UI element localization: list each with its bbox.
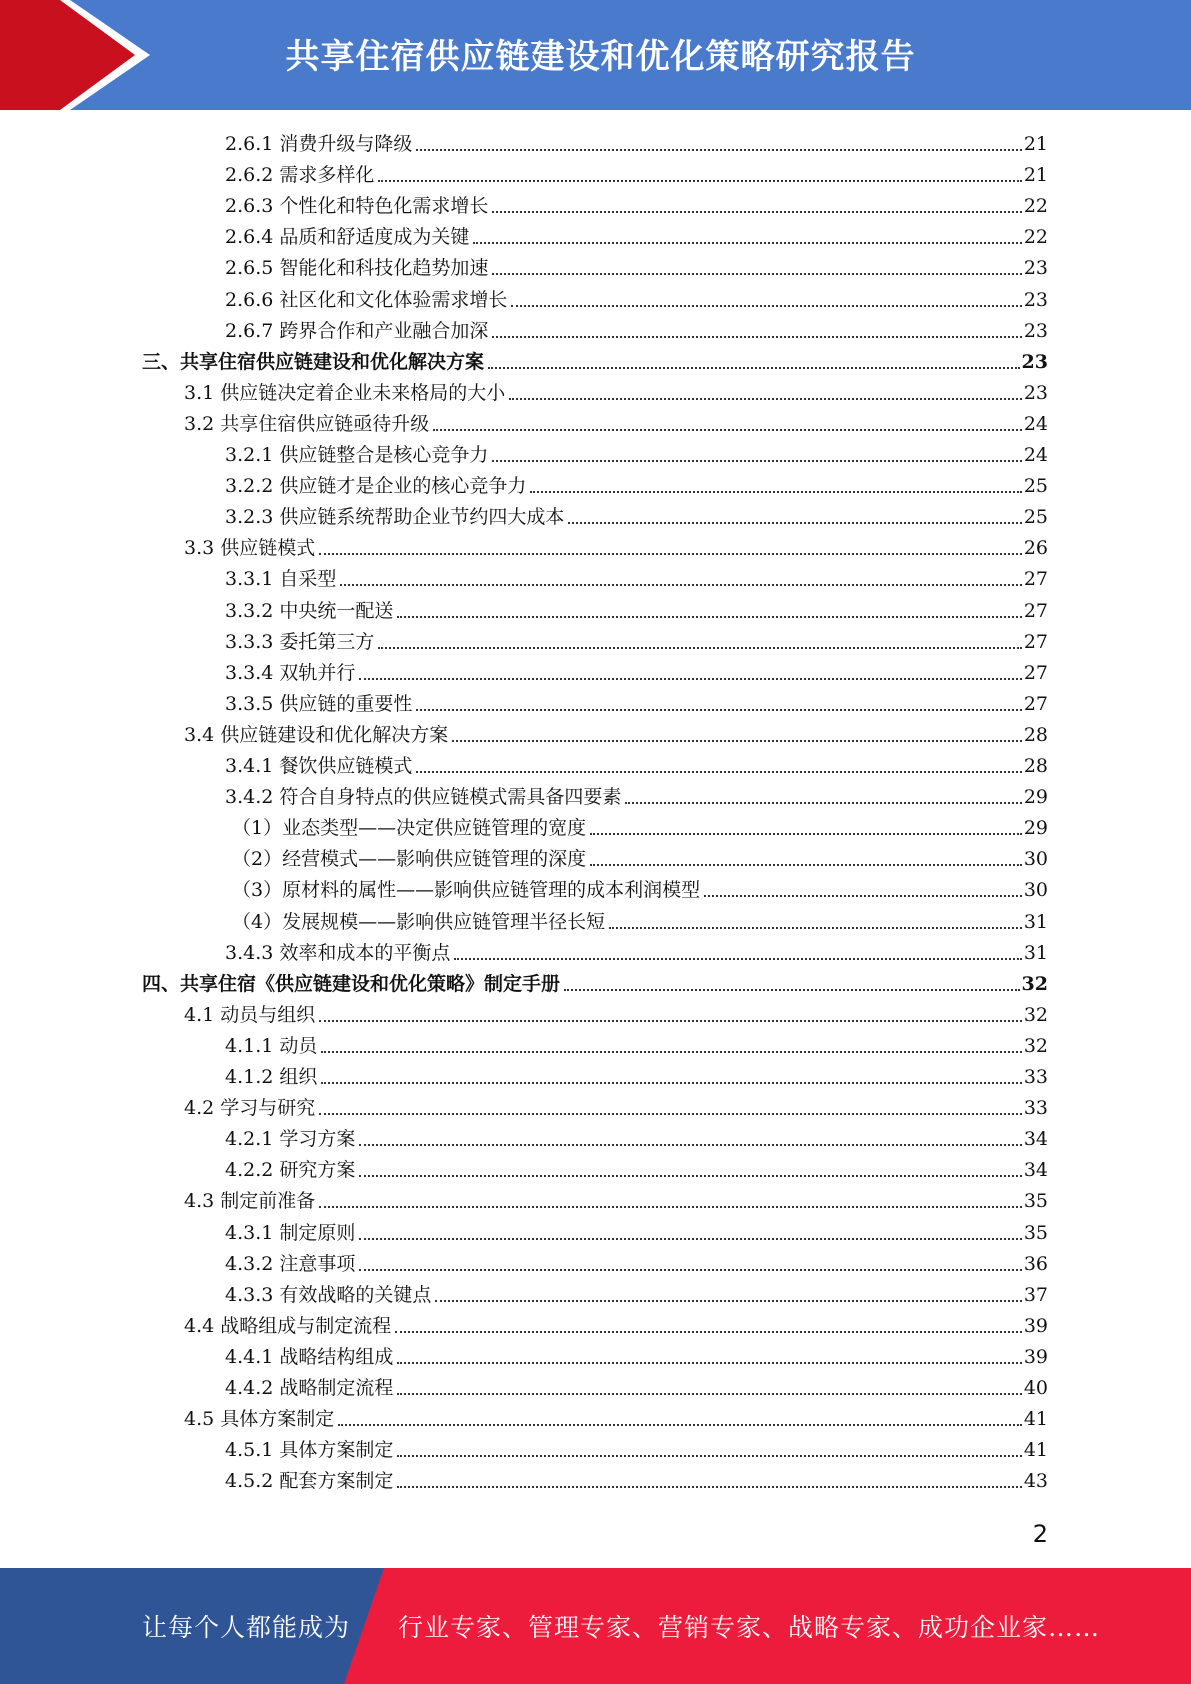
toc-entry-label: 4.2.1 学习方案 bbox=[225, 1128, 356, 1151]
toc-dot-leader bbox=[319, 1019, 1022, 1022]
toc-entry-label: 2.6.1 消费升级与降级 bbox=[225, 133, 413, 155]
toc-entry-label: 2.6.5 智能化和科技化趋势加速 bbox=[225, 257, 489, 280]
toc-entry[interactable] bbox=[225, 626, 1048, 654]
toc-entry[interactable] bbox=[225, 937, 1048, 965]
toc-entry[interactable] bbox=[232, 906, 1048, 934]
toc-entry[interactable] bbox=[225, 221, 1048, 249]
toc-entry-label: 2.6.6 社区化和文化体验需求增长 bbox=[225, 288, 508, 311]
toc-entry-page: 37 bbox=[1023, 1283, 1048, 1306]
toc-entry[interactable] bbox=[225, 1154, 1048, 1182]
toc-entry-label: 4.3.2 注意事项 bbox=[225, 1252, 356, 1275]
toc-entry[interactable] bbox=[225, 1061, 1048, 1089]
toc-entry-page: 27 bbox=[1023, 630, 1048, 653]
toc-dot-leader bbox=[488, 366, 1020, 369]
toc-entry-label: 3.3.3 委托第三方 bbox=[225, 630, 375, 653]
toc-entry[interactable] bbox=[225, 190, 1048, 218]
toc-entry[interactable] bbox=[225, 781, 1048, 809]
toc-entry-label: 3.3 供应链模式 bbox=[184, 537, 316, 560]
toc-entry[interactable] bbox=[184, 1403, 1048, 1431]
report-title: 共享住宿供应链建设和优化策略研究报告 bbox=[285, 36, 916, 77]
toc-dot-leader bbox=[473, 241, 1021, 244]
toc-entry-page: 27 bbox=[1023, 599, 1048, 622]
toc-entry-label: 4.4 战略组成与制定流程 bbox=[184, 1314, 392, 1337]
toc-dot-leader bbox=[378, 646, 1021, 649]
toc-dot-leader bbox=[397, 1392, 1021, 1395]
toc-entry[interactable] bbox=[142, 968, 1048, 996]
toc-entry[interactable] bbox=[184, 377, 1048, 405]
toc-entry-label: 4.3 制定前准备 bbox=[184, 1190, 316, 1213]
toc-entry-label: 4.1.2 组织 bbox=[225, 1066, 318, 1088]
toc-entry-label: 3.4.3 效率和成本的平衡点 bbox=[225, 941, 451, 964]
toc-entry[interactable] bbox=[225, 1372, 1048, 1400]
toc-entry-label: 4.4.1 战略结构组成 bbox=[225, 1345, 394, 1368]
toc-dot-leader bbox=[433, 428, 1022, 431]
toc-dot-leader bbox=[359, 1237, 1021, 1240]
toc-entry-label: 3.3.1 自采型 bbox=[225, 568, 337, 591]
toc-entry-page: 22 bbox=[1023, 195, 1048, 218]
toc-entry[interactable] bbox=[225, 750, 1048, 778]
toc-dot-leader bbox=[416, 148, 1021, 151]
toc-entry[interactable] bbox=[225, 595, 1048, 623]
toc-entry-page: 27 bbox=[1023, 661, 1048, 684]
toc-entry-label: 四、共享住宿《供应链建设和优化策略》制定手册 bbox=[142, 972, 561, 995]
toc-entry[interactable] bbox=[184, 1092, 1048, 1120]
page-number: 2 bbox=[1032, 1520, 1048, 1548]
toc-entry[interactable] bbox=[225, 315, 1048, 343]
toc-dot-leader bbox=[397, 1454, 1021, 1457]
toc-entry-page: 32 bbox=[1021, 972, 1048, 995]
toc-entry-label: 三、共享住宿供应链建设和优化解决方案 bbox=[142, 350, 485, 373]
toc-entry-page: 23 bbox=[1023, 381, 1048, 404]
toc-dot-leader bbox=[395, 1330, 1022, 1333]
toc-entry-page: 39 bbox=[1023, 1345, 1048, 1368]
toc-entry-label: 4.1 动员与组织 bbox=[184, 1003, 316, 1026]
toc-dot-leader bbox=[435, 1299, 1021, 1302]
toc-dot-leader bbox=[319, 552, 1022, 555]
toc-entry[interactable] bbox=[225, 1465, 1048, 1493]
toc-entry-page: 29 bbox=[1023, 786, 1048, 809]
toc-entry-label: 4.1.1 动员 bbox=[225, 1034, 318, 1057]
toc-dot-leader bbox=[416, 770, 1021, 773]
toc-entry[interactable] bbox=[232, 874, 1048, 902]
toc-entry-label: 3.2 共享住宿供应链亟待升级 bbox=[184, 412, 430, 435]
toc-dot-leader bbox=[416, 708, 1021, 711]
toc-entry-label: 4.3.3 有效战略的关键点 bbox=[225, 1283, 432, 1306]
toc-entry[interactable] bbox=[225, 563, 1048, 591]
toc-entry-label: 3.2.2 供应链才是企业的核心竞争力 bbox=[225, 475, 527, 498]
toc-dot-leader bbox=[452, 739, 1022, 742]
toc-entry-label: 3.3.5 供应链的重要性 bbox=[225, 692, 413, 715]
toc-entry-label: 4.2.2 研究方案 bbox=[225, 1159, 356, 1182]
toc-entry-page: 43 bbox=[1023, 1470, 1048, 1493]
footer-slogan-right: 行业专家、管理专家、营销专家、战略专家、成功企业家…… bbox=[398, 1613, 1101, 1642]
toc-entry-label: 2.6.2 需求多样化 bbox=[225, 164, 375, 187]
toc-entry-page: 25 bbox=[1023, 475, 1048, 498]
toc-entry[interactable] bbox=[225, 159, 1048, 187]
toc-entry-page: 30 bbox=[1023, 879, 1048, 902]
toc-entry-page: 24 bbox=[1023, 412, 1048, 435]
toc-dot-leader bbox=[359, 1268, 1021, 1271]
toc-entry-page: 31 bbox=[1023, 910, 1048, 933]
toc-dot-leader bbox=[704, 894, 1022, 897]
toc-dot-leader bbox=[321, 1081, 1021, 1084]
toc-entry-label: 4.3.1 制定原则 bbox=[225, 1221, 356, 1244]
toc-entry-label: 2.6.4 品质和舒适度成为关键 bbox=[225, 226, 470, 249]
toc-entry[interactable] bbox=[184, 719, 1048, 747]
toc-entry-label: 4.5 具体方案制定 bbox=[184, 1408, 335, 1431]
toc-dot-leader bbox=[359, 1143, 1021, 1146]
toc-entry[interactable] bbox=[142, 346, 1048, 374]
toc-dot-leader bbox=[319, 1112, 1022, 1115]
toc-entry[interactable] bbox=[225, 657, 1048, 685]
toc-dot-leader bbox=[338, 1423, 1022, 1426]
toc-entry[interactable] bbox=[184, 1185, 1048, 1213]
toc-entry-page: 23 bbox=[1023, 257, 1048, 280]
toc-entry-label: （3）原材料的属性——影响供应链管理的成本利润模型 bbox=[232, 879, 701, 902]
footer-slogan-left: 让每个人都能成为 bbox=[142, 1613, 351, 1642]
toc-entry-label: 4.5.1 具体方案制定 bbox=[225, 1439, 394, 1462]
toc-entry-label: 3.4 供应链建设和优化解决方案 bbox=[184, 723, 449, 746]
toc-dot-leader bbox=[568, 521, 1021, 524]
toc-dot-leader bbox=[319, 1205, 1022, 1208]
toc-entry-page: 32 bbox=[1023, 1003, 1048, 1026]
toc-entry[interactable] bbox=[232, 812, 1048, 840]
toc-entry[interactable] bbox=[225, 1434, 1048, 1462]
toc-entry[interactable] bbox=[225, 439, 1048, 467]
toc-entry-page: 24 bbox=[1023, 444, 1048, 466]
toc-entry-page: 28 bbox=[1023, 723, 1048, 746]
toc-entry-label: 3.1 供应链决定着企业未来格局的大小 bbox=[184, 381, 506, 404]
page-header bbox=[0, 0, 1191, 110]
toc-entry-page: 23 bbox=[1023, 288, 1048, 311]
toc-dot-leader bbox=[397, 1485, 1021, 1488]
toc-entry-label: 4.5.2 配套方案制定 bbox=[225, 1470, 394, 1493]
toc-entry[interactable] bbox=[225, 1341, 1048, 1369]
toc-dot-leader bbox=[378, 179, 1021, 182]
toc-entry-label: 3.4.1 餐饮供应链模式 bbox=[225, 755, 413, 777]
toc-entry-page: 25 bbox=[1023, 506, 1048, 529]
toc-entry[interactable] bbox=[225, 128, 1048, 156]
toc-entry[interactable] bbox=[225, 1217, 1048, 1245]
toc-entry[interactable] bbox=[184, 408, 1048, 436]
toc-entry-page: 22 bbox=[1023, 226, 1048, 249]
toc-entry-label: 3.4.2 符合自身特点的供应链模式需具备四要素 bbox=[225, 786, 622, 809]
toc-dot-leader bbox=[590, 863, 1022, 866]
toc-entry[interactable] bbox=[184, 532, 1048, 560]
toc-entry[interactable] bbox=[225, 1279, 1048, 1307]
toc-entry-page: 36 bbox=[1023, 1252, 1048, 1275]
toc-entry-label: 3.2.1 供应链整合是核心竞争力 bbox=[225, 444, 489, 466]
toc-dot-leader bbox=[454, 957, 1021, 960]
toc-entry-page: 29 bbox=[1023, 817, 1048, 840]
toc-entry[interactable] bbox=[225, 1123, 1048, 1151]
toc-dot-leader bbox=[492, 272, 1021, 275]
page-footer bbox=[0, 1568, 1191, 1684]
toc-dot-leader bbox=[590, 832, 1022, 835]
toc-entry[interactable] bbox=[225, 501, 1048, 529]
toc-dot-leader bbox=[492, 335, 1021, 338]
toc-entry-label: 3.3.4 双轨并行 bbox=[225, 661, 356, 684]
toc-entry-page: 26 bbox=[1023, 537, 1048, 560]
toc-dot-leader bbox=[397, 615, 1021, 618]
toc-dot-leader bbox=[564, 988, 1020, 991]
toc-entry-label: 3.3.2 中央统一配送 bbox=[225, 599, 394, 622]
toc-entry-page: 40 bbox=[1023, 1377, 1048, 1399]
toc-entry-page: 21 bbox=[1023, 164, 1048, 187]
toc-dot-leader bbox=[492, 210, 1021, 213]
toc-entry-page: 32 bbox=[1023, 1034, 1048, 1057]
toc-dot-leader bbox=[625, 801, 1021, 804]
toc-entry-label: 2.6.7 跨界合作和产业融合加深 bbox=[225, 319, 489, 342]
toc-dot-leader bbox=[359, 677, 1021, 680]
toc-entry-page: 34 bbox=[1023, 1159, 1048, 1182]
toc-entry-page: 27 bbox=[1023, 568, 1048, 591]
toc-entry[interactable] bbox=[184, 1310, 1048, 1338]
toc-dot-leader bbox=[397, 1361, 1021, 1364]
toc-entry-label: （1）业态类型——决定供应链管理的宽度 bbox=[232, 817, 587, 840]
toc-entry-page: 35 bbox=[1023, 1221, 1048, 1244]
toc-dot-leader bbox=[340, 583, 1021, 586]
toc-entry-page: 41 bbox=[1023, 1439, 1048, 1462]
toc-entry-page: 41 bbox=[1023, 1408, 1048, 1431]
toc-entry-page: 31 bbox=[1023, 941, 1048, 964]
toc-dot-leader bbox=[609, 926, 1022, 929]
toc-entry-label: 2.6.3 个性化和特色化需求增长 bbox=[225, 195, 489, 218]
toc-entry-page: 23 bbox=[1021, 350, 1048, 373]
toc-entry-page: 39 bbox=[1023, 1314, 1048, 1337]
toc-dot-leader bbox=[530, 490, 1021, 493]
toc-entry-label: 3.2.3 供应链系统帮助企业节约四大成本 bbox=[225, 506, 565, 529]
toc-entry[interactable] bbox=[225, 1030, 1048, 1058]
toc-entry-label: 4.4.2 战略制定流程 bbox=[225, 1377, 394, 1399]
toc-dot-leader bbox=[492, 459, 1021, 462]
toc-entry[interactable] bbox=[225, 470, 1048, 498]
toc-entry[interactable] bbox=[225, 1248, 1048, 1276]
toc-entry-label: 4.2 学习与研究 bbox=[184, 1097, 316, 1120]
toc-entry-page: 33 bbox=[1023, 1066, 1048, 1088]
toc-entry[interactable] bbox=[225, 252, 1048, 280]
toc-entry-page: 33 bbox=[1023, 1097, 1048, 1120]
toc-entry-page: 23 bbox=[1023, 319, 1048, 342]
toc-dot-leader bbox=[511, 304, 1021, 307]
toc-entry[interactable] bbox=[184, 999, 1048, 1027]
toc-dot-leader bbox=[321, 1050, 1021, 1053]
toc-entry-page: 28 bbox=[1023, 755, 1048, 777]
toc-entry-page: 35 bbox=[1023, 1190, 1048, 1213]
toc-entry-page: 30 bbox=[1023, 848, 1048, 871]
toc-entry[interactable] bbox=[232, 843, 1048, 871]
toc-entry-label: （4）发展规模——影响供应链管理半径长短 bbox=[232, 910, 606, 933]
toc-entry[interactable] bbox=[225, 284, 1048, 312]
toc-entry-label: （2）经营模式——影响供应链管理的深度 bbox=[232, 848, 587, 871]
toc-entry-page: 34 bbox=[1023, 1128, 1048, 1151]
toc-entry[interactable] bbox=[225, 688, 1048, 716]
toc-entry-page: 21 bbox=[1023, 133, 1048, 155]
toc-entry-page: 27 bbox=[1023, 692, 1048, 715]
toc-dot-leader bbox=[359, 1174, 1021, 1177]
toc-dot-leader bbox=[509, 397, 1022, 400]
